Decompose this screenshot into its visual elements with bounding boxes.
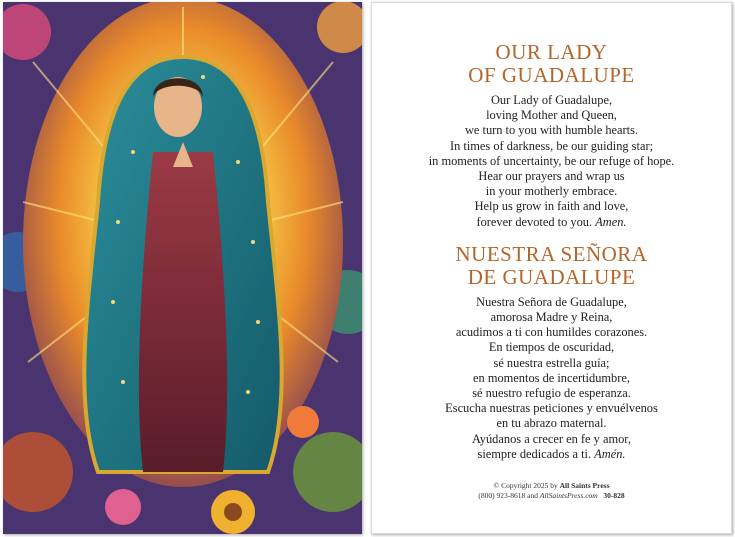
prayer-line: in your motherly embrace. — [485, 184, 618, 199]
spanish-title-line: NUESTRA SEÑORA — [455, 241, 648, 266]
prayer-line: amorosa Madre y Reina, — [490, 310, 613, 325]
spanish-prayer — [372, 295, 731, 462]
prayer-line: Escucha nuestras peticiones y envuélvenos — [445, 401, 658, 416]
prayer-line: Our Lady of Guadalupe, — [490, 93, 613, 107]
prayer-line: Help us grow in faith and love, — [474, 199, 629, 214]
prayer-line: in moments of uncertainty, be our refuge of hope. — [428, 153, 675, 168]
prayer-last-line — [372, 215, 731, 230]
prayer-line-text: siempre dedicados a ti. — [477, 446, 592, 461]
prayer-line: en tu abrazo maternal. — [496, 416, 607, 431]
prayer-line: In times of darkness, be our guiding star; — [449, 138, 654, 153]
prayer-line: Hear our prayers and wrap us — [478, 169, 625, 184]
prayer-line: Nuestra Señora de Guadalupe, — [476, 294, 627, 309]
prayer-line: Ayúdanos a crecer en fe y amor, — [471, 431, 632, 446]
publisher-name: All Saints Press — [559, 481, 610, 490]
prayer-line: acudimos a ti con humildes corazones. — [455, 325, 648, 340]
our-lady-illustration — [3, 2, 362, 534]
copyright-footer — [372, 481, 731, 500]
copyright-text: © Copyright 2025 by — [493, 481, 558, 490]
spanish-title-line: DE GUADALUPE — [467, 264, 636, 289]
english-title-line: OUR LADY — [495, 40, 608, 64]
prayer-line: sé nuestro refugio de esperanza. — [472, 386, 631, 401]
phone-number: (800) 923-8618 and — [478, 490, 538, 500]
back-card-prayer — [371, 2, 732, 534]
prayer-line: we turn to you with humble hearts. — [464, 123, 639, 138]
front-card-image — [3, 2, 362, 534]
prayer-content — [372, 41, 731, 462]
english-prayer — [372, 93, 731, 230]
prayer-line-text: forever devoted to you. — [476, 214, 593, 229]
prayer-line: en momentos de incertidumbre, — [473, 370, 630, 385]
website: AllSaintsPress.com — [539, 490, 598, 500]
amen: Amén. — [594, 446, 626, 461]
prayer-last-line — [372, 447, 731, 462]
prayer-line: En tiempos de oscuridad, — [488, 340, 615, 355]
spanish-title — [372, 243, 731, 289]
english-title — [372, 41, 731, 87]
amen: Amen. — [595, 214, 627, 229]
english-title-line: OF GUADALUPE — [468, 63, 635, 87]
prayer-line: loving Mother and Queen, — [486, 108, 617, 123]
item-code: 30-828 — [603, 490, 625, 500]
prayer-line: sé nuestra estrella guía; — [493, 355, 610, 370]
